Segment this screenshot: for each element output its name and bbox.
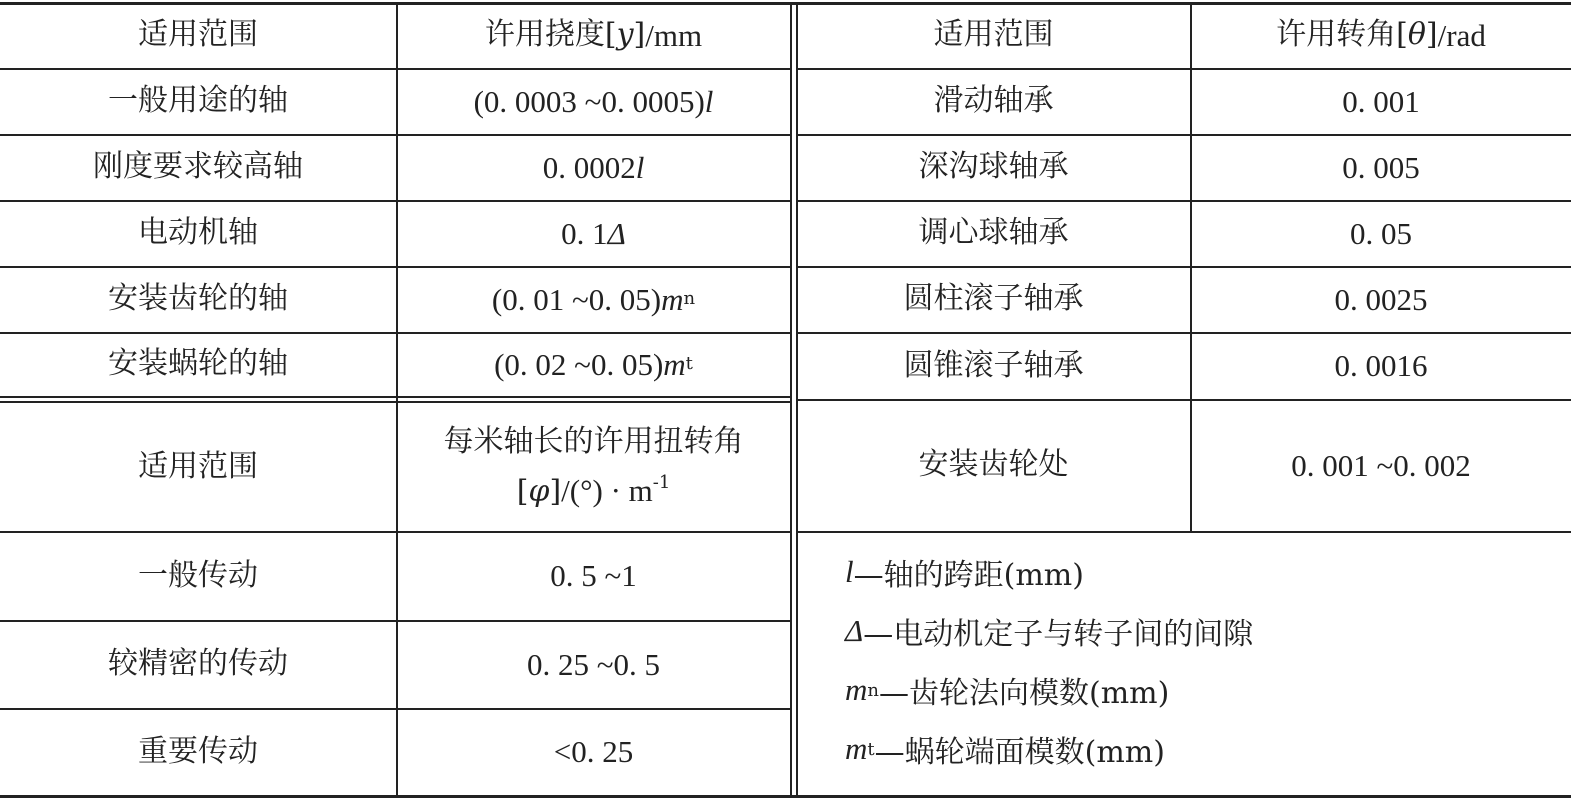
note-line: [845, 548, 1253, 596]
header-text: 适用范围: [138, 17, 258, 53]
cell-text: 刚度要求较高轴: [93, 149, 303, 185]
deflection-scope-cell: [0, 267, 396, 332]
rotation-scope-cell: [797, 135, 1190, 200]
bottom-rule: [0, 795, 1571, 798]
rotation-value-cell: [1191, 333, 1571, 399]
torsion-value-cell: [397, 621, 790, 708]
cell-text: 调心球轴承: [918, 215, 1069, 251]
row-rule: [797, 531, 1571, 533]
torsion-header-unit-line: [517, 473, 671, 510]
rotation-scope-header: [797, 3, 1190, 68]
bracket: [: [604, 17, 617, 53]
cell-text: 安装齿轮的轴: [108, 281, 288, 317]
rotation-value-cell: [1191, 267, 1571, 332]
rotation-scope-cell: [797, 69, 1190, 134]
deflection-value-header: [397, 3, 790, 68]
symbol: θ: [1407, 17, 1426, 53]
symbol: Δ: [845, 613, 864, 648]
bracket: ]: [633, 17, 646, 53]
cell-text: 安装齿轮处: [918, 447, 1069, 483]
torsion-scope-cell: [0, 532, 396, 620]
symbol-notes: [845, 548, 1253, 773]
note-line: [845, 607, 1253, 655]
value: 0. 05: [1350, 215, 1412, 251]
value: 0. 5 ~1: [550, 558, 637, 594]
cell-text: 圆锥滚子轴承: [903, 347, 1084, 383]
note-text: —齿轮法向模数(mm): [878, 676, 1170, 711]
rotation-value-cell: [1191, 400, 1571, 531]
torsion-value-header: [397, 403, 790, 531]
value: 0. 0025: [1334, 281, 1428, 317]
section-rule-upper: [0, 396, 790, 398]
subscript: t: [685, 353, 693, 375]
cell-text: 深沟球轴承: [918, 149, 1069, 185]
rotation-scope-cell: [797, 400, 1190, 531]
bracket: ]: [549, 474, 562, 509]
cell-text: 安装蜗轮的轴: [108, 346, 288, 382]
rotation-value-header: [1191, 3, 1571, 68]
value: 0. 001: [1342, 83, 1420, 119]
symbol: m: [663, 346, 686, 382]
note-line: [845, 725, 1253, 773]
cell-text: 重要传动: [138, 733, 258, 769]
header-text: 许用转角: [1276, 17, 1397, 53]
symbol: Δ: [607, 215, 626, 251]
unit: /rad: [1437, 17, 1486, 53]
rotation-scope-cell: [797, 201, 1190, 266]
value: <0. 25: [553, 734, 634, 770]
unit: /(°) · m: [561, 473, 653, 508]
value: 0. 0002: [542, 149, 636, 185]
note-text: —蜗轮端面模数(mm): [874, 735, 1165, 770]
note-text: —轴的跨距(mm): [853, 558, 1084, 593]
torsion-scope-header: [0, 403, 396, 531]
deflection-scope-cell: [0, 333, 396, 396]
deflection-scope-cell: [0, 69, 396, 134]
deflection-scope-cell: [0, 201, 396, 266]
deflection-value-cell: [397, 267, 790, 332]
deflection-value-cell: [397, 201, 790, 266]
value: (0. 01 ~0. 05): [491, 281, 662, 317]
rotation-value-cell: [1191, 69, 1571, 134]
symbol: y: [616, 17, 634, 53]
exponent: -1: [652, 472, 671, 493]
torsion-scope-cell: [0, 709, 396, 795]
symbol: l: [845, 554, 854, 589]
cell-text: 一般用途的轴: [108, 83, 288, 119]
subscript: n: [683, 288, 696, 310]
torsion-value-cell: [397, 709, 790, 795]
cell-text: 电动机轴: [138, 215, 258, 251]
torsion-value-cell: [397, 532, 790, 620]
bracket: [: [516, 474, 529, 509]
center-divider-left: [790, 3, 792, 796]
subscript: n: [867, 679, 879, 701]
value: 0. 001 ~0. 002: [1291, 447, 1471, 483]
header-text: 适用范围: [933, 17, 1054, 53]
value: 0. 005: [1342, 149, 1420, 185]
note-line: [845, 666, 1253, 714]
header-text: 许用挠度: [484, 17, 605, 53]
symbol: m: [845, 731, 868, 766]
rotation-value-cell: [1191, 135, 1571, 200]
cell-text: 一般传动: [138, 557, 258, 593]
cell-text: 滑动轴承: [933, 83, 1054, 119]
unit: /mm: [645, 17, 703, 53]
torsion-scope-cell: [0, 621, 396, 708]
symbol: φ: [528, 474, 550, 509]
value: (0. 02 ~0. 05): [494, 346, 664, 382]
value: 0. 1: [561, 215, 608, 251]
deflection-scope-cell: [0, 135, 396, 200]
header-text: 每米轴长的许用扭转角: [443, 423, 744, 459]
rotation-scope-cell: [797, 267, 1190, 332]
symbol: m: [661, 281, 684, 317]
symbol: l: [635, 149, 645, 185]
deflection-scope-header: [0, 3, 396, 68]
cell-text: 较精密的传动: [108, 646, 288, 682]
rotation-scope-cell: [797, 333, 1190, 399]
symbol: l: [704, 83, 714, 119]
value: 0. 25 ~0. 5: [526, 646, 661, 682]
subscript: t: [867, 738, 875, 760]
cell-text: 圆柱滚子轴承: [903, 281, 1084, 317]
deflection-value-cell: [397, 69, 790, 134]
value: (0. 0003 ~0. 0005): [473, 83, 705, 119]
rotation-value-cell: [1191, 201, 1571, 266]
symbol: m: [845, 672, 868, 707]
value: 0. 0016: [1334, 348, 1428, 384]
torsion-header-stack: [444, 425, 744, 510]
deflection-value-cell: [397, 333, 790, 396]
bracket: ]: [1425, 17, 1438, 53]
header-text: 适用范围: [138, 448, 258, 484]
note-text: —电动机定子与转子间的间隙: [863, 617, 1254, 652]
bracket: [: [1396, 17, 1408, 53]
deflection-value-cell: [397, 135, 790, 200]
